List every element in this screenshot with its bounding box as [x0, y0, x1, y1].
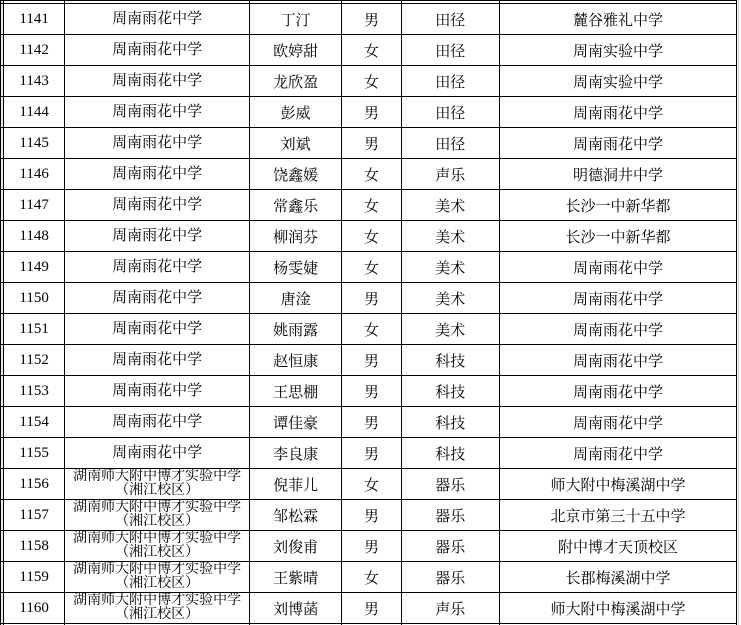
- cell-name: 姚雨露: [249, 314, 341, 345]
- cell-name: 赵恒康: [249, 345, 341, 376]
- cell-origin-school: 周南雨花中学: [499, 97, 736, 128]
- table-row: [1, 438, 737, 469]
- cell-gender: 男: [342, 4, 401, 35]
- cell-school: [65, 562, 250, 593]
- cell-name: 谭佳豪: [249, 407, 341, 438]
- cell-school: [65, 469, 250, 500]
- cell-origin-school: 周南雨花中学: [499, 314, 736, 345]
- school-name-line: （湘江校区）: [115, 607, 200, 622]
- cell-name: 常鑫乐: [249, 190, 341, 221]
- cell-gender: 男: [342, 128, 401, 159]
- cell-id: 1150: [4, 283, 65, 314]
- cell-name: 彭威: [249, 97, 341, 128]
- cell-school: [65, 376, 250, 407]
- cell-name: 柳润芬: [249, 221, 341, 252]
- table-row: [1, 128, 737, 159]
- cell-gender: 男: [342, 593, 401, 624]
- cell-id: 1153: [4, 376, 65, 407]
- cell-gender: 女: [342, 252, 401, 283]
- cell-gender: 女: [342, 35, 401, 66]
- school-name-line: 周南雨花中学: [112, 10, 203, 27]
- cell-category: 美术: [401, 252, 499, 283]
- cell-name: 杨雯婕: [249, 252, 341, 283]
- cell-category: 科技: [401, 376, 499, 407]
- cell-gender: 女: [342, 66, 401, 97]
- cell-id: 1155: [4, 438, 65, 469]
- cell-category: 科技: [401, 438, 499, 469]
- school-name-line: 周南雨花中学: [112, 165, 203, 182]
- cell-origin-school: 北京市第三十五中学: [499, 500, 736, 531]
- cell-gender: 男: [342, 97, 401, 128]
- cell-name: 丁汀: [249, 4, 341, 35]
- cell-category: 田径: [401, 128, 499, 159]
- table-row: [1, 376, 737, 407]
- table-row: [1, 4, 737, 35]
- cell-origin-school: 麓谷雅礼中学: [499, 4, 736, 35]
- school-name-line: 周南雨花中学: [112, 382, 203, 399]
- cell-id: 1148: [4, 221, 65, 252]
- school-name-line: 周南雨花中学: [112, 196, 203, 213]
- cell-id: 1146: [4, 159, 65, 190]
- cell-gender: 女: [342, 562, 401, 593]
- cell-school: [65, 35, 250, 66]
- cell-id: 1151: [4, 314, 65, 345]
- cell-origin-school: 师大附中梅溪湖中学: [499, 593, 736, 624]
- cell-school: [65, 4, 250, 35]
- school-name-line: 周南雨花中学: [112, 227, 203, 244]
- cell-gender: 女: [342, 314, 401, 345]
- cell-origin-school: 周南雨花中学: [499, 283, 736, 314]
- school-name-line: 周南雨花中学: [112, 258, 203, 275]
- cell-name: 倪菲儿: [249, 469, 341, 500]
- cell-id: 1145: [4, 128, 65, 159]
- cell-category: 器乐: [401, 562, 499, 593]
- cell-category: 器乐: [401, 500, 499, 531]
- cell-name: 李良康: [249, 438, 341, 469]
- cell-category: 美术: [401, 221, 499, 252]
- cell-gender: 男: [342, 283, 401, 314]
- cell-id: 1147: [4, 190, 65, 221]
- cell-origin-school: 周南实验中学: [499, 66, 736, 97]
- school-name-line: （湘江校区）: [115, 545, 200, 560]
- cell-gender: 男: [342, 376, 401, 407]
- cell-category: 器乐: [401, 469, 499, 500]
- school-name-line: 周南雨花中学: [112, 41, 203, 58]
- cell-school: [65, 97, 250, 128]
- cell-gender: 男: [342, 407, 401, 438]
- table-row: [1, 283, 737, 314]
- table-row: [1, 500, 737, 531]
- cell-school: [65, 221, 250, 252]
- cell-school: [65, 500, 250, 531]
- cell-id: 1154: [4, 407, 65, 438]
- cell-id: 1141: [4, 4, 65, 35]
- table-row: [1, 469, 737, 500]
- cell-school: [65, 252, 250, 283]
- cell-origin-school: 长郡梅溪湖中学: [499, 562, 736, 593]
- school-name-line: 周南雨花中学: [112, 444, 203, 461]
- cell-gender: 女: [342, 469, 401, 500]
- school-name-line: 湖南师大附中博才实验中学: [73, 593, 242, 608]
- cell-origin-school: 长沙一中新华都: [499, 221, 736, 252]
- school-name-line: 湖南师大附中博才实验中学: [73, 531, 242, 546]
- cell-origin-school: 周南雨花中学: [499, 252, 736, 283]
- school-name-line: 周南雨花中学: [112, 320, 203, 337]
- cell-category: 美术: [401, 190, 499, 221]
- cell-id: 1143: [4, 66, 65, 97]
- cell-school: [65, 407, 250, 438]
- cell-id: 1156: [4, 469, 65, 500]
- cell-gender: 男: [342, 500, 401, 531]
- cell-name: 唐淦: [249, 283, 341, 314]
- table-row: [1, 190, 737, 221]
- cell-origin-school: 周南实验中学: [499, 35, 736, 66]
- cell-category: 田径: [401, 4, 499, 35]
- table-row: [1, 159, 737, 190]
- cell-gender: 女: [342, 159, 401, 190]
- cell-gender: 女: [342, 221, 401, 252]
- cell-origin-school: 周南雨花中学: [499, 128, 736, 159]
- cell-id: 1160: [4, 593, 65, 624]
- cell-gender: 男: [342, 531, 401, 562]
- cell-school: [65, 345, 250, 376]
- cell-id: 1157: [4, 500, 65, 531]
- cell-category: 田径: [401, 35, 499, 66]
- cell-category: 声乐: [401, 159, 499, 190]
- cell-origin-school: 师大附中梅溪湖中学: [499, 469, 736, 500]
- cell-category: 科技: [401, 407, 499, 438]
- cell-school: [65, 66, 250, 97]
- table-row: [1, 531, 737, 562]
- cell-school: [65, 593, 250, 624]
- cell-category: 美术: [401, 314, 499, 345]
- cell-id: 1158: [4, 531, 65, 562]
- cell-school: [65, 531, 250, 562]
- cell-name: 刘俊甫: [249, 531, 341, 562]
- table-row: [1, 562, 737, 593]
- cell-school: [65, 128, 250, 159]
- cell-school: [65, 159, 250, 190]
- school-name-line: 周南雨花中学: [112, 72, 203, 89]
- school-name-line: 周南雨花中学: [112, 289, 203, 306]
- school-name-line: 湖南师大附中博才实验中学: [73, 469, 242, 484]
- cell-name: 邹松霖: [249, 500, 341, 531]
- cell-name: 欧婷甜: [249, 35, 341, 66]
- cell-category: 声乐: [401, 593, 499, 624]
- table-row: [1, 35, 737, 66]
- cell-origin-school: 周南雨花中学: [499, 407, 736, 438]
- cell-gender: 男: [342, 345, 401, 376]
- school-name-line: 周南雨花中学: [112, 413, 203, 430]
- cell-name: 王思棚: [249, 376, 341, 407]
- cell-id: 1159: [4, 562, 65, 593]
- cell-name: 刘斌: [249, 128, 341, 159]
- school-name-line: （湘江校区）: [115, 576, 200, 591]
- cell-origin-school: 附中博才天顶校区: [499, 531, 736, 562]
- table-row: [1, 97, 737, 128]
- cell-gender: 女: [342, 190, 401, 221]
- cell-origin-school: 周南雨花中学: [499, 376, 736, 407]
- school-name-line: （湘江校区）: [115, 514, 200, 529]
- table-row: [1, 345, 737, 376]
- school-name-line: 周南雨花中学: [112, 351, 203, 368]
- cell-category: 田径: [401, 66, 499, 97]
- school-name-line: 周南雨花中学: [112, 134, 203, 151]
- cell-school: [65, 314, 250, 345]
- school-name-line: （湘江校区）: [115, 483, 200, 498]
- cell-id: 1144: [4, 97, 65, 128]
- cell-id: 1142: [4, 35, 65, 66]
- cell-id: 1149: [4, 252, 65, 283]
- cell-school: [65, 190, 250, 221]
- table-row: [1, 593, 737, 624]
- cell-school: [65, 283, 250, 314]
- table-row: [1, 221, 737, 252]
- cell-name: 王紫晴: [249, 562, 341, 593]
- table-row: [1, 66, 737, 97]
- cell-origin-school: 长沙一中新华都: [499, 190, 736, 221]
- cell-origin-school: 周南雨花中学: [499, 438, 736, 469]
- cell-name: 饶鑫媛: [249, 159, 341, 190]
- cell-name: 龙欣盈: [249, 66, 341, 97]
- cell-name: 刘博菡: [249, 593, 341, 624]
- cell-school: [65, 438, 250, 469]
- school-name-line: 周南雨花中学: [112, 103, 203, 120]
- table-row: [1, 252, 737, 283]
- school-name-line: 湖南师大附中博才实验中学: [73, 500, 242, 515]
- cell-category: 美术: [401, 283, 499, 314]
- sheet-gridline: [738, 0, 739, 625]
- table-row: [1, 314, 737, 345]
- cell-gender: 男: [342, 438, 401, 469]
- cell-origin-school: 周南雨花中学: [499, 345, 736, 376]
- cell-category: 科技: [401, 345, 499, 376]
- table-row: [1, 407, 737, 438]
- cell-category: 器乐: [401, 531, 499, 562]
- cell-category: 田径: [401, 97, 499, 128]
- cell-origin-school: 明德洞井中学: [499, 159, 736, 190]
- cell-id: 1152: [4, 345, 65, 376]
- school-name-line: 湖南师大附中博才实验中学: [73, 562, 242, 577]
